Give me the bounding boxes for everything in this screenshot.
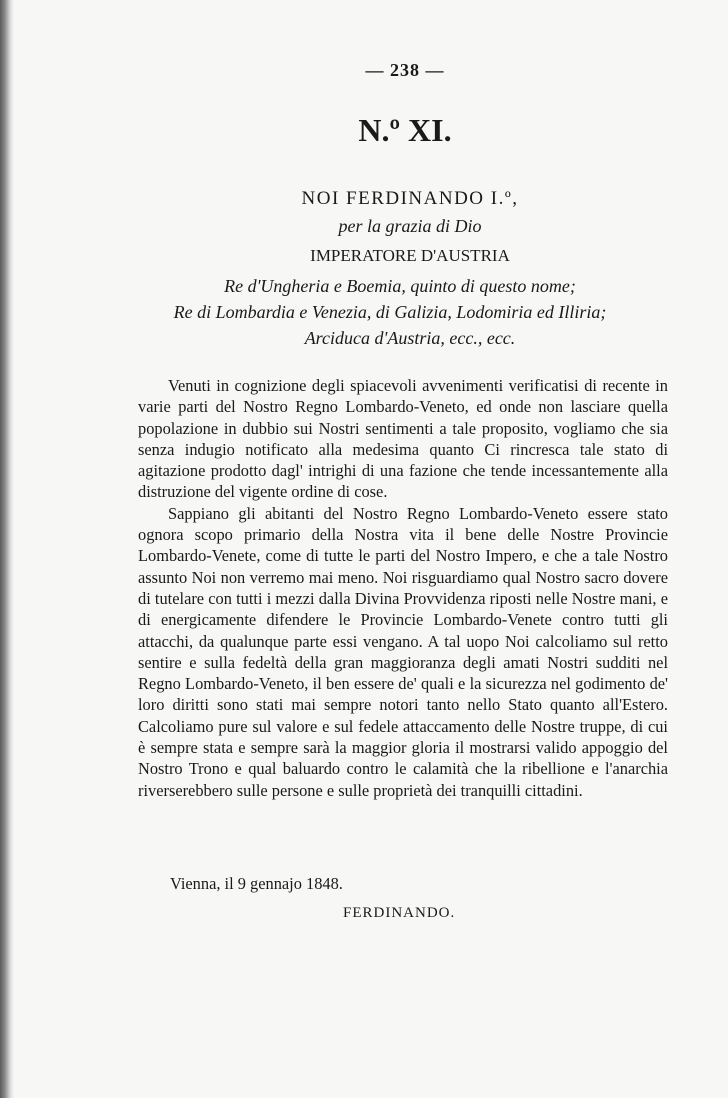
- paragraph-2: Sappiano gli abitanti del Nostro Regno Lombardo-Veneto essere stato ognora scopo primario della Nostra vita il bene delle Nostre Provincie Lombardo-Venete, come di tutte le parti del Nostro Impero, e che a tale Nostro assunto Noi non verremo mai meno. Noi risguardiamo qual Nostro sacro dovere di tutelare con tutti i mezzi dalla Divina Provvidenza riposti nelle Nostre mani, e di energicamente difendere le Provincie Lombardo-Venete contro tutti gli attacchi, da qualunque parte essi vengano. A tal uopo Noi calcoliamo sul retto sentire e sulla fedeltà della gran maggioranza degli amati Nostri sudditi nel Regno Lombardo-Veneto, il ben essere de' quali e la sicurezza nel godimento de' loro diritti sono stati mai sempre notori tanto nello Stato quanto all'Estero. Calcoliamo pure sul valore e sul fedele attaccamento delle Nostre truppe, di cui è sempre stata e sempre sarà la maggior gloria il mostrarsi valido appoggio del Nostro Trono e qual baluardo contro le calamità che la ribellione e l'anarchia riverserebbero sulle persone e sulle proprietà dei tranquilli cittadini.: [138, 503, 668, 800]
- place-and-date: Vienna, il 9 gennajo 1848.: [170, 874, 343, 893]
- document-number: N.º XI.: [358, 112, 452, 148]
- title-line-2: Re di Lombardia e Venezia, di Galizia, Lodomiria ed Illiria;: [173, 302, 607, 322]
- title-line-3: Arciduca d'Austria, ecc., ecc.: [304, 328, 516, 348]
- title-line-1: Re d'Ungheria e Boemia, quinto di questo nome;: [224, 276, 576, 296]
- book-gutter: [0, 0, 14, 1098]
- imperial-title: IMPERATORE D'AUSTRIA: [310, 246, 510, 265]
- signature: FERDINANDO.: [343, 905, 456, 921]
- page-number: — 238 —: [365, 60, 445, 80]
- decree-body: [138, 375, 668, 801]
- by-grace-of-god: per la grazia di Dio: [338, 216, 482, 236]
- sovereign-name: NOI FERDINANDO I.º,: [301, 188, 519, 209]
- decree-heading: [110, 188, 670, 351]
- paragraph-1: Venuti in cognizione degli spiacevoli avvenimenti verificatisi di recente in varie parti del Nostro Regno Lombardo-Veneto, ed onde non lasciare quella popolazione in dubbio sui Nostri sentimenti a tale proposito, vogliamo che sia senza indugio notificato alla medesima quanto Ci rincresca tale stato di agitazione prodotto dagl' intrighi di una fazione che tende incessantemente alla distruzione del vigente ordine di cose.: [138, 376, 668, 502]
